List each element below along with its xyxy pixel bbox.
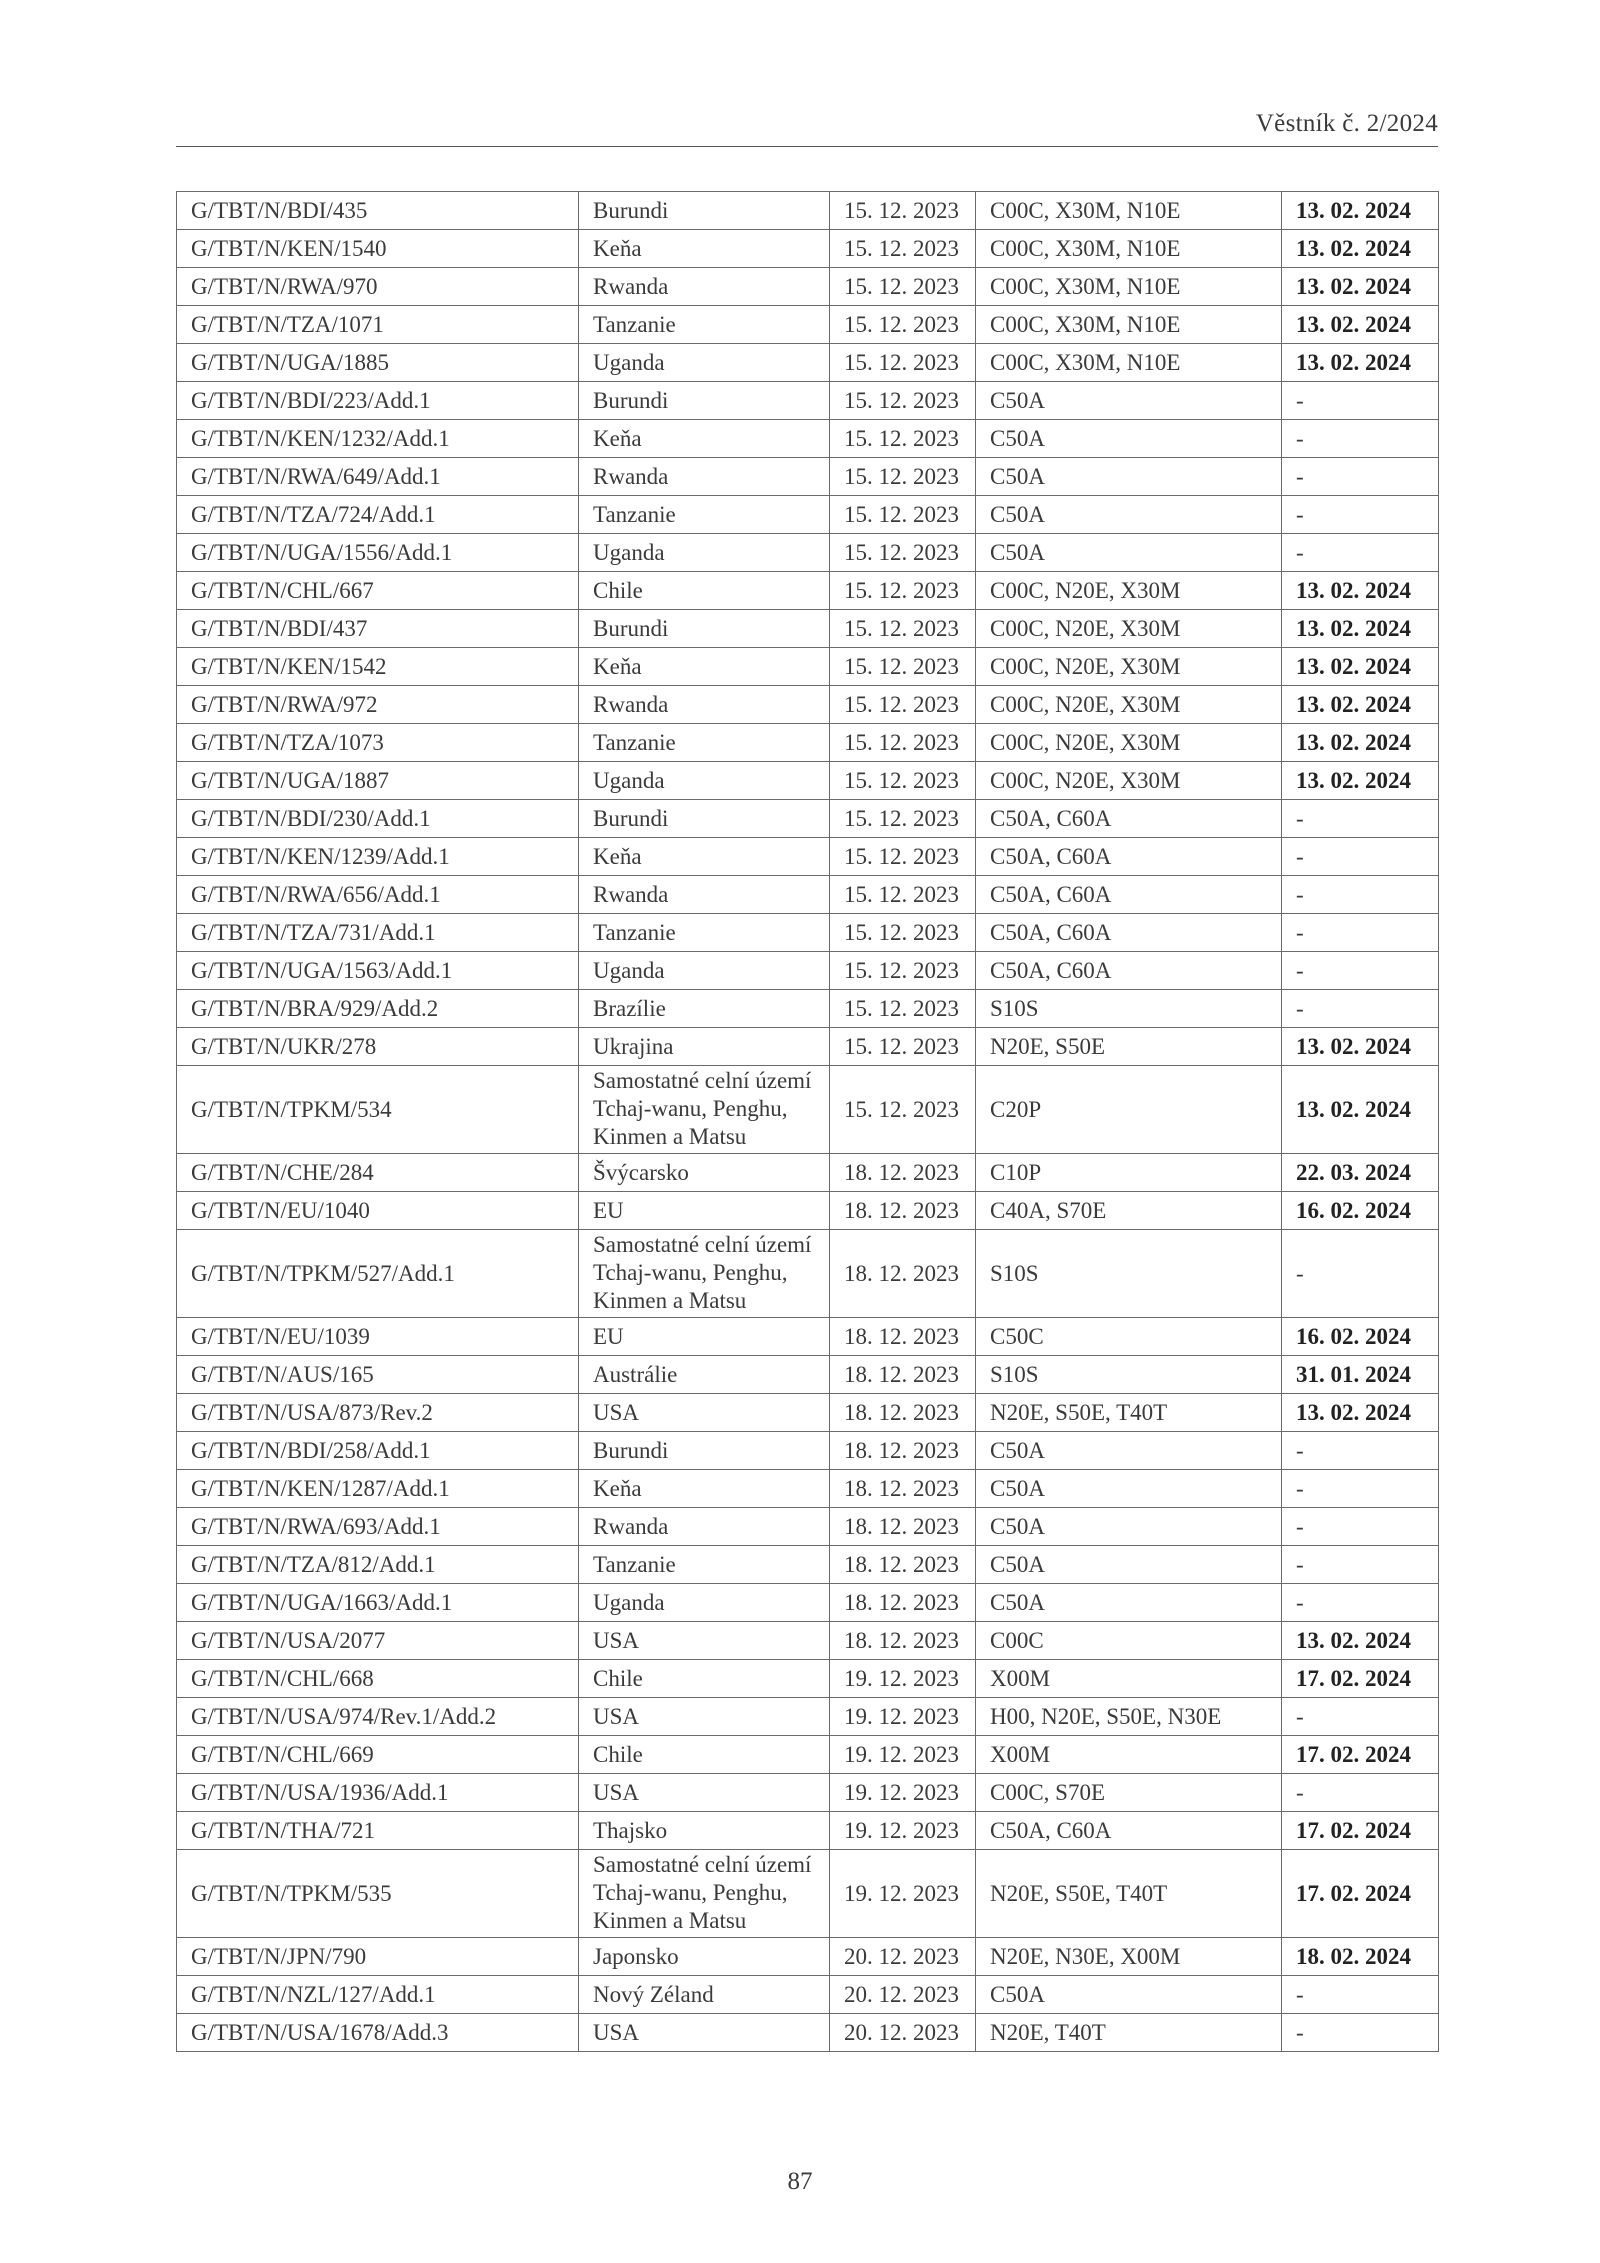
ics-codes-cell: C00C, N20E, X30M bbox=[976, 762, 1282, 800]
notification-date-cell: 15. 12. 2023 bbox=[830, 990, 976, 1028]
table-row bbox=[177, 610, 1439, 648]
comment-deadline-cell: 16. 02. 2024 bbox=[1282, 1192, 1439, 1230]
notification-date-cell: 18. 12. 2023 bbox=[830, 1154, 976, 1192]
ics-codes-cell: C00C, N20E, X30M bbox=[976, 724, 1282, 762]
notification-date-cell: 15. 12. 2023 bbox=[830, 762, 976, 800]
document-symbol-cell: G/TBT/N/USA/2077 bbox=[177, 1622, 579, 1660]
document-symbol-cell: G/TBT/N/TZA/1071 bbox=[177, 306, 579, 344]
comment-deadline-cell: 13. 02. 2024 bbox=[1282, 724, 1439, 762]
document-symbol-cell: G/TBT/N/KEN/1540 bbox=[177, 230, 579, 268]
document-symbol-cell: G/TBT/N/TPKM/534 bbox=[177, 1066, 579, 1154]
document-symbol-cell: G/TBT/N/AUS/165 bbox=[177, 1356, 579, 1394]
document-symbol-cell: G/TBT/N/EU/1039 bbox=[177, 1318, 579, 1356]
notification-date-cell: 19. 12. 2023 bbox=[830, 1698, 976, 1736]
comment-deadline-cell: 17. 02. 2024 bbox=[1282, 1736, 1439, 1774]
document-symbol-cell: G/TBT/N/TPKM/527/Add.1 bbox=[177, 1230, 579, 1318]
country-cell: Keňa bbox=[579, 838, 830, 876]
ics-codes-cell: N20E, T40T bbox=[976, 2014, 1282, 2052]
table-row bbox=[177, 952, 1439, 990]
country-cell: Švýcarsko bbox=[579, 1154, 830, 1192]
ics-codes-cell: N20E, N30E, X00M bbox=[976, 1938, 1282, 1976]
country-cell: Rwanda bbox=[579, 268, 830, 306]
document-symbol-cell: G/TBT/N/BRA/929/Add.2 bbox=[177, 990, 579, 1028]
ics-codes-cell: C00C, S70E bbox=[976, 1774, 1282, 1812]
document-symbol-cell: G/TBT/N/KEN/1232/Add.1 bbox=[177, 420, 579, 458]
notification-date-cell: 18. 12. 2023 bbox=[830, 1546, 976, 1584]
country-cell: Keňa bbox=[579, 230, 830, 268]
comment-deadline-cell: 13. 02. 2024 bbox=[1282, 1394, 1439, 1432]
table-row bbox=[177, 990, 1439, 1028]
notification-date-cell: 15. 12. 2023 bbox=[830, 686, 976, 724]
country-cell: Ukrajina bbox=[579, 1028, 830, 1066]
country-cell: USA bbox=[579, 2014, 830, 2052]
notification-date-cell: 15. 12. 2023 bbox=[830, 724, 976, 762]
notification-date-cell: 15. 12. 2023 bbox=[830, 952, 976, 990]
country-cell: Chile bbox=[579, 1660, 830, 1698]
notification-date-cell: 15. 12. 2023 bbox=[830, 1028, 976, 1066]
comment-deadline-cell: - bbox=[1282, 1470, 1439, 1508]
table-row bbox=[177, 496, 1439, 534]
ics-codes-cell: C00C, X30M, N10E bbox=[976, 230, 1282, 268]
ics-codes-cell: C00C, N20E, X30M bbox=[976, 648, 1282, 686]
ics-codes-cell: C50A, C60A bbox=[976, 800, 1282, 838]
notification-date-cell: 15. 12. 2023 bbox=[830, 876, 976, 914]
ics-codes-cell: C50A, C60A bbox=[976, 876, 1282, 914]
ics-codes-cell: S10S bbox=[976, 990, 1282, 1028]
comment-deadline-cell: - bbox=[1282, 420, 1439, 458]
comment-deadline-cell: - bbox=[1282, 990, 1439, 1028]
document-symbol-cell: G/TBT/N/BDI/437 bbox=[177, 610, 579, 648]
notification-date-cell: 15. 12. 2023 bbox=[830, 230, 976, 268]
document-symbol-cell: G/TBT/N/RWA/972 bbox=[177, 686, 579, 724]
country-cell: Chile bbox=[579, 1736, 830, 1774]
comment-deadline-cell: 13. 02. 2024 bbox=[1282, 306, 1439, 344]
document-symbol-cell: G/TBT/N/UGA/1563/Add.1 bbox=[177, 952, 579, 990]
notification-date-cell: 20. 12. 2023 bbox=[830, 2014, 976, 2052]
notification-date-cell: 18. 12. 2023 bbox=[830, 1470, 976, 1508]
ics-codes-cell: S10S bbox=[976, 1230, 1282, 1318]
country-cell: Burundi bbox=[579, 192, 830, 230]
document-symbol-cell: G/TBT/N/CHE/284 bbox=[177, 1154, 579, 1192]
country-cell: USA bbox=[579, 1698, 830, 1736]
notification-date-cell: 18. 12. 2023 bbox=[830, 1318, 976, 1356]
notification-date-cell: 18. 12. 2023 bbox=[830, 1508, 976, 1546]
ics-codes-cell: C00C, N20E, X30M bbox=[976, 610, 1282, 648]
country-cell: USA bbox=[579, 1774, 830, 1812]
table-row bbox=[177, 1584, 1439, 1622]
notification-date-cell: 15. 12. 2023 bbox=[830, 382, 976, 420]
ics-codes-cell: C50A bbox=[976, 534, 1282, 572]
notification-date-cell: 15. 12. 2023 bbox=[830, 534, 976, 572]
table-row bbox=[177, 1938, 1439, 1976]
document-symbol-cell: G/TBT/N/KEN/1542 bbox=[177, 648, 579, 686]
country-cell: Rwanda bbox=[579, 458, 830, 496]
comment-deadline-cell: - bbox=[1282, 1584, 1439, 1622]
comment-deadline-cell: - bbox=[1282, 1546, 1439, 1584]
comment-deadline-cell: 17. 02. 2024 bbox=[1282, 1660, 1439, 1698]
country-cell: Uganda bbox=[579, 1584, 830, 1622]
country-cell: Chile bbox=[579, 572, 830, 610]
table-row bbox=[177, 1154, 1439, 1192]
ics-codes-cell: C50A bbox=[976, 458, 1282, 496]
country-cell: Samostatné celní území Tchaj-wanu, Penghu, Kinmen a Matsu bbox=[579, 1850, 830, 1938]
country-cell: Austrálie bbox=[579, 1356, 830, 1394]
comment-deadline-cell: 13. 02. 2024 bbox=[1282, 192, 1439, 230]
notification-date-cell: 15. 12. 2023 bbox=[830, 572, 976, 610]
comment-deadline-cell: 13. 02. 2024 bbox=[1282, 1622, 1439, 1660]
table-row bbox=[177, 1394, 1439, 1432]
table-row bbox=[177, 648, 1439, 686]
comment-deadline-cell: 13. 02. 2024 bbox=[1282, 1028, 1439, 1066]
notification-date-cell: 18. 12. 2023 bbox=[830, 1394, 976, 1432]
comment-deadline-cell: 17. 02. 2024 bbox=[1282, 1812, 1439, 1850]
country-cell: Tanzanie bbox=[579, 1546, 830, 1584]
country-cell: EU bbox=[579, 1192, 830, 1230]
table-row bbox=[177, 1736, 1439, 1774]
country-cell: Tanzanie bbox=[579, 496, 830, 534]
table-row bbox=[177, 1774, 1439, 1812]
document-symbol-cell: G/TBT/N/TPKM/535 bbox=[177, 1850, 579, 1938]
table-row bbox=[177, 1660, 1439, 1698]
comment-deadline-cell: 13. 02. 2024 bbox=[1282, 610, 1439, 648]
comment-deadline-cell: - bbox=[1282, 1698, 1439, 1736]
table-row bbox=[177, 1850, 1439, 1938]
comment-deadline-cell: 13. 02. 2024 bbox=[1282, 230, 1439, 268]
ics-codes-cell: C50A bbox=[976, 1432, 1282, 1470]
document-symbol-cell: G/TBT/N/TZA/1073 bbox=[177, 724, 579, 762]
table-row bbox=[177, 382, 1439, 420]
table-row bbox=[177, 914, 1439, 952]
country-cell: USA bbox=[579, 1622, 830, 1660]
comment-deadline-cell: 13. 02. 2024 bbox=[1282, 686, 1439, 724]
table-row bbox=[177, 420, 1439, 458]
document-symbol-cell: G/TBT/N/UGA/1556/Add.1 bbox=[177, 534, 579, 572]
table-row bbox=[177, 1230, 1439, 1318]
table-row bbox=[177, 876, 1439, 914]
comment-deadline-cell: - bbox=[1282, 876, 1439, 914]
table-row bbox=[177, 1066, 1439, 1154]
country-cell: Burundi bbox=[579, 800, 830, 838]
document-symbol-cell: G/TBT/N/USA/1936/Add.1 bbox=[177, 1774, 579, 1812]
ics-codes-cell: N20E, S50E, T40T bbox=[976, 1850, 1282, 1938]
document-symbol-cell: G/TBT/N/USA/1678/Add.3 bbox=[177, 2014, 579, 2052]
ics-codes-cell: C50A bbox=[976, 1508, 1282, 1546]
ics-codes-cell: C50A, C60A bbox=[976, 952, 1282, 990]
document-symbol-cell: G/TBT/N/USA/873/Rev.2 bbox=[177, 1394, 579, 1432]
country-cell: Samostatné celní území Tchaj-wanu, Penghu, Kinmen a Matsu bbox=[579, 1230, 830, 1318]
table-row bbox=[177, 1192, 1439, 1230]
country-cell: EU bbox=[579, 1318, 830, 1356]
document-symbol-cell: G/TBT/N/BDI/258/Add.1 bbox=[177, 1432, 579, 1470]
table-row bbox=[177, 1622, 1439, 1660]
ics-codes-cell: C00C, N20E, X30M bbox=[976, 686, 1282, 724]
country-cell: Rwanda bbox=[579, 1508, 830, 1546]
table-row bbox=[177, 1470, 1439, 1508]
document-symbol-cell: G/TBT/N/RWA/970 bbox=[177, 268, 579, 306]
table-row bbox=[177, 458, 1439, 496]
notification-date-cell: 15. 12. 2023 bbox=[830, 496, 976, 534]
comment-deadline-cell: - bbox=[1282, 1230, 1439, 1318]
comment-deadline-cell: 22. 03. 2024 bbox=[1282, 1154, 1439, 1192]
notification-date-cell: 18. 12. 2023 bbox=[830, 1230, 976, 1318]
ics-codes-cell: C50A bbox=[976, 382, 1282, 420]
table-row bbox=[177, 1546, 1439, 1584]
table-row bbox=[177, 1976, 1439, 2014]
notification-date-cell: 18. 12. 2023 bbox=[830, 1356, 976, 1394]
document-symbol-cell: G/TBT/N/UKR/278 bbox=[177, 1028, 579, 1066]
comment-deadline-cell: - bbox=[1282, 800, 1439, 838]
table-row bbox=[177, 306, 1439, 344]
notification-date-cell: 15. 12. 2023 bbox=[830, 914, 976, 952]
ics-codes-cell: C50C bbox=[976, 1318, 1282, 1356]
comment-deadline-cell: 17. 02. 2024 bbox=[1282, 1850, 1439, 1938]
notification-date-cell: 18. 12. 2023 bbox=[830, 1192, 976, 1230]
table-row bbox=[177, 1508, 1439, 1546]
table-row bbox=[177, 1812, 1439, 1850]
country-cell: Uganda bbox=[579, 534, 830, 572]
comment-deadline-cell: - bbox=[1282, 914, 1439, 952]
table-body bbox=[177, 192, 1439, 2052]
country-cell: Brazílie bbox=[579, 990, 830, 1028]
document-symbol-cell: G/TBT/N/BDI/230/Add.1 bbox=[177, 800, 579, 838]
notification-date-cell: 15. 12. 2023 bbox=[830, 1066, 976, 1154]
ics-codes-cell: X00M bbox=[976, 1660, 1282, 1698]
document-symbol-cell: G/TBT/N/EU/1040 bbox=[177, 1192, 579, 1230]
table-row bbox=[177, 192, 1439, 230]
country-cell: Nový Zéland bbox=[579, 1976, 830, 2014]
comment-deadline-cell: - bbox=[1282, 382, 1439, 420]
notification-date-cell: 20. 12. 2023 bbox=[830, 1938, 976, 1976]
notification-date-cell: 15. 12. 2023 bbox=[830, 648, 976, 686]
notification-date-cell: 15. 12. 2023 bbox=[830, 306, 976, 344]
document-symbol-cell: G/TBT/N/TZA/812/Add.1 bbox=[177, 1546, 579, 1584]
ics-codes-cell: N20E, S50E bbox=[976, 1028, 1282, 1066]
ics-codes-cell: C50A bbox=[976, 1470, 1282, 1508]
country-cell: USA bbox=[579, 1394, 830, 1432]
ics-codes-cell: C00C, X30M, N10E bbox=[976, 306, 1282, 344]
document-symbol-cell: G/TBT/N/THA/721 bbox=[177, 1812, 579, 1850]
ics-codes-cell: C50A, C60A bbox=[976, 914, 1282, 952]
document-symbol-cell: G/TBT/N/BDI/435 bbox=[177, 192, 579, 230]
comment-deadline-cell: 13. 02. 2024 bbox=[1282, 648, 1439, 686]
table-row bbox=[177, 344, 1439, 382]
document-symbol-cell: G/TBT/N/CHL/669 bbox=[177, 1736, 579, 1774]
document-symbol-cell: G/TBT/N/RWA/649/Add.1 bbox=[177, 458, 579, 496]
document-symbol-cell: G/TBT/N/RWA/693/Add.1 bbox=[177, 1508, 579, 1546]
ics-codes-cell: C00C bbox=[976, 1622, 1282, 1660]
document-symbol-cell: G/TBT/N/NZL/127/Add.1 bbox=[177, 1976, 579, 2014]
ics-codes-cell: C00C, X30M, N10E bbox=[976, 192, 1282, 230]
comment-deadline-cell: - bbox=[1282, 1432, 1439, 1470]
comment-deadline-cell: 18. 02. 2024 bbox=[1282, 1938, 1439, 1976]
document-symbol-cell: G/TBT/N/CHL/667 bbox=[177, 572, 579, 610]
ics-codes-cell: H00, N20E, S50E, N30E bbox=[976, 1698, 1282, 1736]
country-cell: Rwanda bbox=[579, 686, 830, 724]
comment-deadline-cell: - bbox=[1282, 496, 1439, 534]
ics-codes-cell: C50A bbox=[976, 1546, 1282, 1584]
notification-date-cell: 19. 12. 2023 bbox=[830, 1774, 976, 1812]
country-cell: Keňa bbox=[579, 648, 830, 686]
notification-date-cell: 15. 12. 2023 bbox=[830, 800, 976, 838]
comment-deadline-cell: - bbox=[1282, 838, 1439, 876]
country-cell: Uganda bbox=[579, 762, 830, 800]
country-cell: Uganda bbox=[579, 952, 830, 990]
comment-deadline-cell: 16. 02. 2024 bbox=[1282, 1318, 1439, 1356]
document-symbol-cell: G/TBT/N/KEN/1239/Add.1 bbox=[177, 838, 579, 876]
ics-codes-cell: C50A bbox=[976, 496, 1282, 534]
comment-deadline-cell: - bbox=[1282, 1774, 1439, 1812]
table-row bbox=[177, 1028, 1439, 1066]
notification-date-cell: 19. 12. 2023 bbox=[830, 1660, 976, 1698]
country-cell: Tanzanie bbox=[579, 914, 830, 952]
document-symbol-cell: G/TBT/N/USA/974/Rev.1/Add.2 bbox=[177, 1698, 579, 1736]
ics-codes-cell: N20E, S50E, T40T bbox=[976, 1394, 1282, 1432]
country-cell: Keňa bbox=[579, 1470, 830, 1508]
table-row bbox=[177, 230, 1439, 268]
country-cell: Burundi bbox=[579, 610, 830, 648]
table-row bbox=[177, 800, 1439, 838]
ics-codes-cell: C50A bbox=[976, 420, 1282, 458]
page-number: 87 bbox=[787, 2168, 813, 2195]
comment-deadline-cell: 31. 01. 2024 bbox=[1282, 1356, 1439, 1394]
document-symbol-cell: G/TBT/N/BDI/223/Add.1 bbox=[177, 382, 579, 420]
table-row bbox=[177, 2014, 1439, 2052]
comment-deadline-cell: 13. 02. 2024 bbox=[1282, 1066, 1439, 1154]
notifications-table bbox=[176, 191, 1439, 2052]
country-cell: Japonsko bbox=[579, 1938, 830, 1976]
document-symbol-cell: G/TBT/N/TZA/731/Add.1 bbox=[177, 914, 579, 952]
comment-deadline-cell: - bbox=[1282, 952, 1439, 990]
table-row bbox=[177, 686, 1439, 724]
notification-date-cell: 15. 12. 2023 bbox=[830, 610, 976, 648]
ics-codes-cell: C00C, X30M, N10E bbox=[976, 268, 1282, 306]
comment-deadline-cell: 13. 02. 2024 bbox=[1282, 762, 1439, 800]
table-row bbox=[177, 268, 1439, 306]
notification-date-cell: 20. 12. 2023 bbox=[830, 1976, 976, 2014]
country-cell: Rwanda bbox=[579, 876, 830, 914]
comment-deadline-cell: 13. 02. 2024 bbox=[1282, 268, 1439, 306]
country-cell: Tanzanie bbox=[579, 306, 830, 344]
document-symbol-cell: G/TBT/N/TZA/724/Add.1 bbox=[177, 496, 579, 534]
notification-date-cell: 15. 12. 2023 bbox=[830, 420, 976, 458]
document-symbol-cell: G/TBT/N/RWA/656/Add.1 bbox=[177, 876, 579, 914]
table-row bbox=[177, 534, 1439, 572]
ics-codes-cell: C00C, N20E, X30M bbox=[976, 572, 1282, 610]
comment-deadline-cell: - bbox=[1282, 458, 1439, 496]
country-cell: Keňa bbox=[579, 420, 830, 458]
page-header bbox=[176, 110, 1438, 147]
comment-deadline-cell: 13. 02. 2024 bbox=[1282, 344, 1439, 382]
country-cell: Thajsko bbox=[579, 1812, 830, 1850]
comment-deadline-cell: - bbox=[1282, 1976, 1439, 2014]
ics-codes-cell: C10P bbox=[976, 1154, 1282, 1192]
notification-date-cell: 15. 12. 2023 bbox=[830, 458, 976, 496]
notification-date-cell: 18. 12. 2023 bbox=[830, 1432, 976, 1470]
document-symbol-cell: G/TBT/N/UGA/1887 bbox=[177, 762, 579, 800]
comment-deadline-cell: - bbox=[1282, 2014, 1439, 2052]
document-symbol-cell: G/TBT/N/UGA/1663/Add.1 bbox=[177, 1584, 579, 1622]
ics-codes-cell: C00C, X30M, N10E bbox=[976, 344, 1282, 382]
table-row bbox=[177, 1318, 1439, 1356]
notification-date-cell: 15. 12. 2023 bbox=[830, 192, 976, 230]
notification-date-cell: 18. 12. 2023 bbox=[830, 1622, 976, 1660]
country-cell: Uganda bbox=[579, 344, 830, 382]
notification-date-cell: 19. 12. 2023 bbox=[830, 1812, 976, 1850]
notification-date-cell: 19. 12. 2023 bbox=[830, 1850, 976, 1938]
country-cell: Samostatné celní území Tchaj-wanu, Penghu, Kinmen a Matsu bbox=[579, 1066, 830, 1154]
ics-codes-cell: C20P bbox=[976, 1066, 1282, 1154]
table-row bbox=[177, 762, 1439, 800]
table-row bbox=[177, 1698, 1439, 1736]
country-cell: Burundi bbox=[579, 382, 830, 420]
page-header-title: Věstník č. 2/2024 bbox=[1255, 110, 1438, 137]
ics-codes-cell: S10S bbox=[976, 1356, 1282, 1394]
table-row bbox=[177, 1356, 1439, 1394]
document-symbol-cell: G/TBT/N/UGA/1885 bbox=[177, 344, 579, 382]
table-row bbox=[177, 572, 1439, 610]
table-row bbox=[177, 838, 1439, 876]
comment-deadline-cell: - bbox=[1282, 1508, 1439, 1546]
country-cell: Tanzanie bbox=[579, 724, 830, 762]
ics-codes-cell: C50A, C60A bbox=[976, 838, 1282, 876]
table-row bbox=[177, 1432, 1439, 1470]
notification-date-cell: 15. 12. 2023 bbox=[830, 268, 976, 306]
document-symbol-cell: G/TBT/N/CHL/668 bbox=[177, 1660, 579, 1698]
ics-codes-cell: C40A, S70E bbox=[976, 1192, 1282, 1230]
country-cell: Burundi bbox=[579, 1432, 830, 1470]
ics-codes-cell: C50A bbox=[976, 1976, 1282, 2014]
comment-deadline-cell: 13. 02. 2024 bbox=[1282, 572, 1439, 610]
ics-codes-cell: X00M bbox=[976, 1736, 1282, 1774]
comment-deadline-cell: - bbox=[1282, 534, 1439, 572]
notification-date-cell: 15. 12. 2023 bbox=[830, 838, 976, 876]
table-row bbox=[177, 724, 1439, 762]
notification-date-cell: 15. 12. 2023 bbox=[830, 344, 976, 382]
document-symbol-cell: G/TBT/N/JPN/790 bbox=[177, 1938, 579, 1976]
ics-codes-cell: C50A, C60A bbox=[976, 1812, 1282, 1850]
ics-codes-cell: C50A bbox=[976, 1584, 1282, 1622]
document-symbol-cell: G/TBT/N/KEN/1287/Add.1 bbox=[177, 1470, 579, 1508]
notification-date-cell: 19. 12. 2023 bbox=[830, 1736, 976, 1774]
notification-date-cell: 18. 12. 2023 bbox=[830, 1584, 976, 1622]
